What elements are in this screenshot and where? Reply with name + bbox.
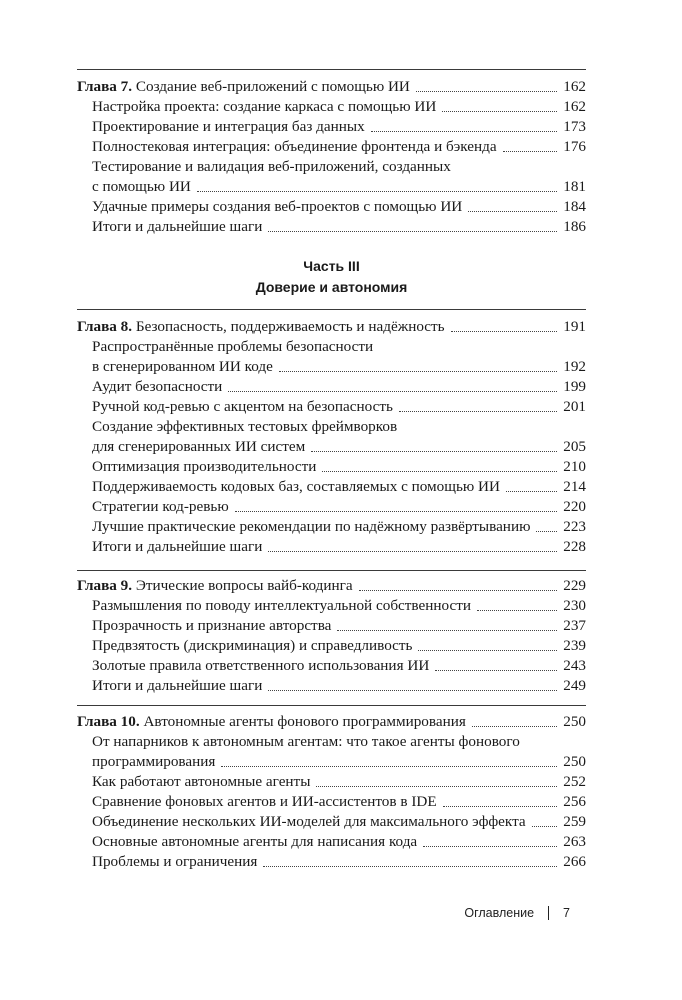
toc-entry[interactable]: [77, 792, 586, 812]
chapter-7-block: [77, 77, 586, 237]
leader-dots: [442, 111, 557, 112]
chapter-9-block: [77, 576, 586, 696]
toc-entry[interactable]: [77, 616, 586, 636]
toc-entry-page: 239: [563, 637, 586, 654]
leader-dots: [477, 610, 557, 611]
toc-entry-first-line: Распространённые проблемы безопасности: [92, 338, 374, 355]
leader-dots: [472, 726, 557, 727]
leader-dots: [503, 151, 558, 152]
toc-entry[interactable]: [77, 477, 586, 497]
toc-entry[interactable]: [77, 852, 586, 872]
toc-entry-title: Проблемы и ограничения: [92, 853, 258, 870]
toc-entry[interactable]: [77, 117, 586, 137]
chapter-8-block: [77, 317, 586, 557]
toc-entry[interactable]: [77, 197, 586, 217]
toc-entry-page: 228: [563, 538, 586, 555]
toc-entry[interactable]: [77, 517, 586, 537]
toc-entry[interactable]: [77, 537, 586, 557]
toc-entry-title: Удачные примеры создания веб-проектов с помощью ИИ: [92, 198, 463, 215]
chapter-9-title: Этические вопросы вайб-кодинга: [135, 577, 353, 594]
toc-entry-title: Стратегии код-ревью: [92, 498, 229, 515]
toc-entry-title: Оптимизация производительности: [92, 458, 317, 475]
leader-dots: [443, 806, 558, 807]
toc-entry-page: 173: [563, 118, 586, 135]
footer-separator: [548, 906, 549, 920]
toc-entry-page: 205: [563, 438, 586, 455]
toc-entry-title: Аудит безопасности: [92, 378, 223, 395]
leader-dots: [268, 690, 557, 691]
toc-entry[interactable]: [77, 177, 586, 197]
toc-entry-title: Размышления по поводу интеллектуальной собственности: [92, 597, 471, 614]
toc-entry-title: Настройка проекта: создание каркаса с помощью ИИ: [92, 98, 437, 115]
toc-entry-page: 176: [563, 138, 586, 155]
leader-dots: [337, 630, 557, 631]
toc-entry-page: 259: [563, 813, 586, 830]
toc-entry-page: 266: [563, 853, 586, 870]
leader-dots: [451, 331, 558, 332]
toc-entry-title: Предвзятость (дискриминация) и справедливость: [92, 637, 413, 654]
leader-dots: [316, 786, 557, 787]
chapter-9-prefix: Глава 9.: [77, 577, 133, 594]
toc-entry-page: 230: [563, 597, 586, 614]
toc-entry-page: 201: [563, 398, 586, 415]
toc-entry-title: Итоги и дальнейшие шаги: [92, 218, 263, 235]
toc-entry-page: 250: [563, 753, 586, 770]
chapter-8-title: Безопасность, поддерживаемость и надёжность: [135, 318, 445, 335]
leader-dots: [423, 846, 557, 847]
leader-dots: [359, 590, 558, 591]
toc-entry-title: Проектирование и интеграция баз данных: [92, 118, 365, 135]
chapter-9-heading[interactable]: [77, 576, 586, 596]
toc-entry-title: Поддерживаемость кодовых баз, составляемых с помощью ИИ: [92, 478, 500, 495]
toc-entry-page: 263: [563, 833, 586, 850]
leader-dots: [279, 371, 557, 372]
toc-entry-title: Ручной код-ревью с акцентом на безопасность: [92, 398, 393, 415]
toc-entry-title: Полностековая интеграция: объединение фронтенда и бэкенда: [92, 138, 497, 155]
toc-entry-page: 181: [563, 178, 586, 195]
chapter-8-heading[interactable]: [77, 317, 586, 337]
toc-entry[interactable]: [77, 497, 586, 517]
toc-entry-page: 214: [563, 478, 586, 495]
chapter-8-page: 191: [563, 318, 586, 335]
chapter-7-rule: [77, 69, 586, 70]
chapter-10-title: Автономные агенты фонового программирования: [143, 713, 466, 730]
toc-entry[interactable]: [77, 832, 586, 852]
toc-entry-title: Сравнение фоновых агентов и ИИ-ассистентов в IDE: [92, 793, 437, 810]
toc-entry-first-line: Тестирование и валидация веб-приложений, созданных: [92, 158, 451, 175]
toc-entry-title: Прозрачность и признание авторства: [92, 617, 332, 634]
leader-dots: [268, 551, 557, 552]
toc-entry-first-line: Создание эффективных тестовых фреймворков: [92, 418, 398, 435]
toc-entry[interactable]: [77, 377, 586, 397]
toc-entry-page: 184: [563, 198, 586, 215]
leader-dots: [532, 826, 558, 827]
toc-entry-page: 252: [563, 773, 586, 790]
leader-dots: [418, 650, 557, 651]
toc-entry-first-line: От напарников к автономным агентам: что такое агенты фонового: [92, 733, 520, 750]
toc-entry[interactable]: [77, 137, 586, 157]
leader-dots: [228, 391, 557, 392]
chapter-10-block: [77, 712, 586, 872]
toc-entry[interactable]: [77, 772, 586, 792]
toc-entry-page: 186: [563, 218, 586, 235]
toc-entry[interactable]: [77, 656, 586, 676]
leader-dots: [311, 451, 557, 452]
chapter-10-heading[interactable]: [77, 712, 586, 732]
leader-dots: [506, 491, 557, 492]
leader-dots: [263, 866, 557, 867]
toc-entry[interactable]: [77, 457, 586, 477]
chapter-9-page: 229: [563, 577, 586, 594]
toc-entry[interactable]: [77, 752, 586, 772]
toc-entry-title: Лучшие практические рекомендации по надёжному развёртыванию: [92, 518, 531, 535]
leader-dots: [371, 131, 558, 132]
chapter-9-rule: [77, 570, 586, 571]
page-footer: [464, 906, 570, 920]
chapter-7-heading[interactable]: [77, 77, 586, 97]
toc-entry-title: для сгенерированных ИИ систем: [92, 438, 306, 455]
chapter-8-rule: [77, 309, 586, 310]
toc-entry[interactable]: [77, 437, 586, 457]
leader-dots: [235, 511, 558, 512]
toc-entry-page: 192: [563, 358, 586, 375]
chapter-10-rule: [77, 705, 586, 706]
toc-entry[interactable]: [77, 357, 586, 377]
leader-dots: [435, 670, 557, 671]
toc-entry-title: программирования: [92, 753, 216, 770]
leader-dots: [468, 211, 557, 212]
toc-entry-page: 237: [563, 617, 586, 634]
toc-entry-title: Основные автономные агенты для написания кода: [92, 833, 418, 850]
toc-entry-title: в сгенерированном ИИ коде: [92, 358, 273, 375]
chapter-7-prefix: Глава 7.: [77, 78, 133, 95]
chapter-7-title: Создание веб-приложений с помощью ИИ: [135, 78, 410, 95]
toc-entry-title: Итоги и дальнейшие шаги: [92, 538, 263, 555]
toc-entry-page: 223: [563, 518, 586, 535]
toc-entry-title: Как работают автономные агенты: [92, 773, 311, 790]
leader-dots: [416, 91, 557, 92]
leader-dots: [221, 766, 557, 767]
toc-entry[interactable]: [77, 97, 586, 117]
toc-entry[interactable]: [77, 636, 586, 656]
toc-entry[interactable]: [77, 812, 586, 832]
toc-entry-title: Золотые правила ответственного использования ИИ: [92, 657, 430, 674]
leader-dots: [399, 411, 557, 412]
chapter-10-prefix: Глава 10.: [77, 713, 140, 730]
part-label: Часть III: [303, 258, 360, 274]
toc-entry-title: Итоги и дальнейшие шаги: [92, 677, 263, 694]
toc-entry-title: Объединение нескольких ИИ-моделей для максимального эффекта: [92, 813, 526, 830]
toc-entry[interactable]: [77, 217, 586, 237]
leader-dots: [268, 231, 557, 232]
toc-entry-title: с помощью ИИ: [92, 178, 191, 195]
toc-entry-page: 210: [563, 458, 586, 475]
leader-dots: [197, 191, 557, 192]
toc-entry[interactable]: [77, 676, 586, 696]
chapter-8-prefix: Глава 8.: [77, 318, 133, 335]
chapter-10-page: 250: [563, 713, 586, 730]
toc-entry-page: 243: [563, 657, 586, 674]
leader-dots: [536, 531, 557, 532]
toc-entry-page: 162: [563, 98, 586, 115]
page-number: 7: [563, 906, 570, 920]
leader-dots: [322, 471, 557, 472]
toc-entry-page: 249: [563, 677, 586, 694]
footer-section-title: Оглавление: [464, 906, 535, 920]
toc-entry-page: 256: [563, 793, 586, 810]
toc-entry-page: 220: [563, 498, 586, 515]
chapter-7-page: 162: [563, 78, 586, 95]
toc-entry-page: 199: [563, 378, 586, 395]
toc-entry[interactable]: [77, 397, 586, 417]
toc-entry[interactable]: [77, 596, 586, 616]
part-title: Доверие и автономия: [255, 279, 408, 295]
